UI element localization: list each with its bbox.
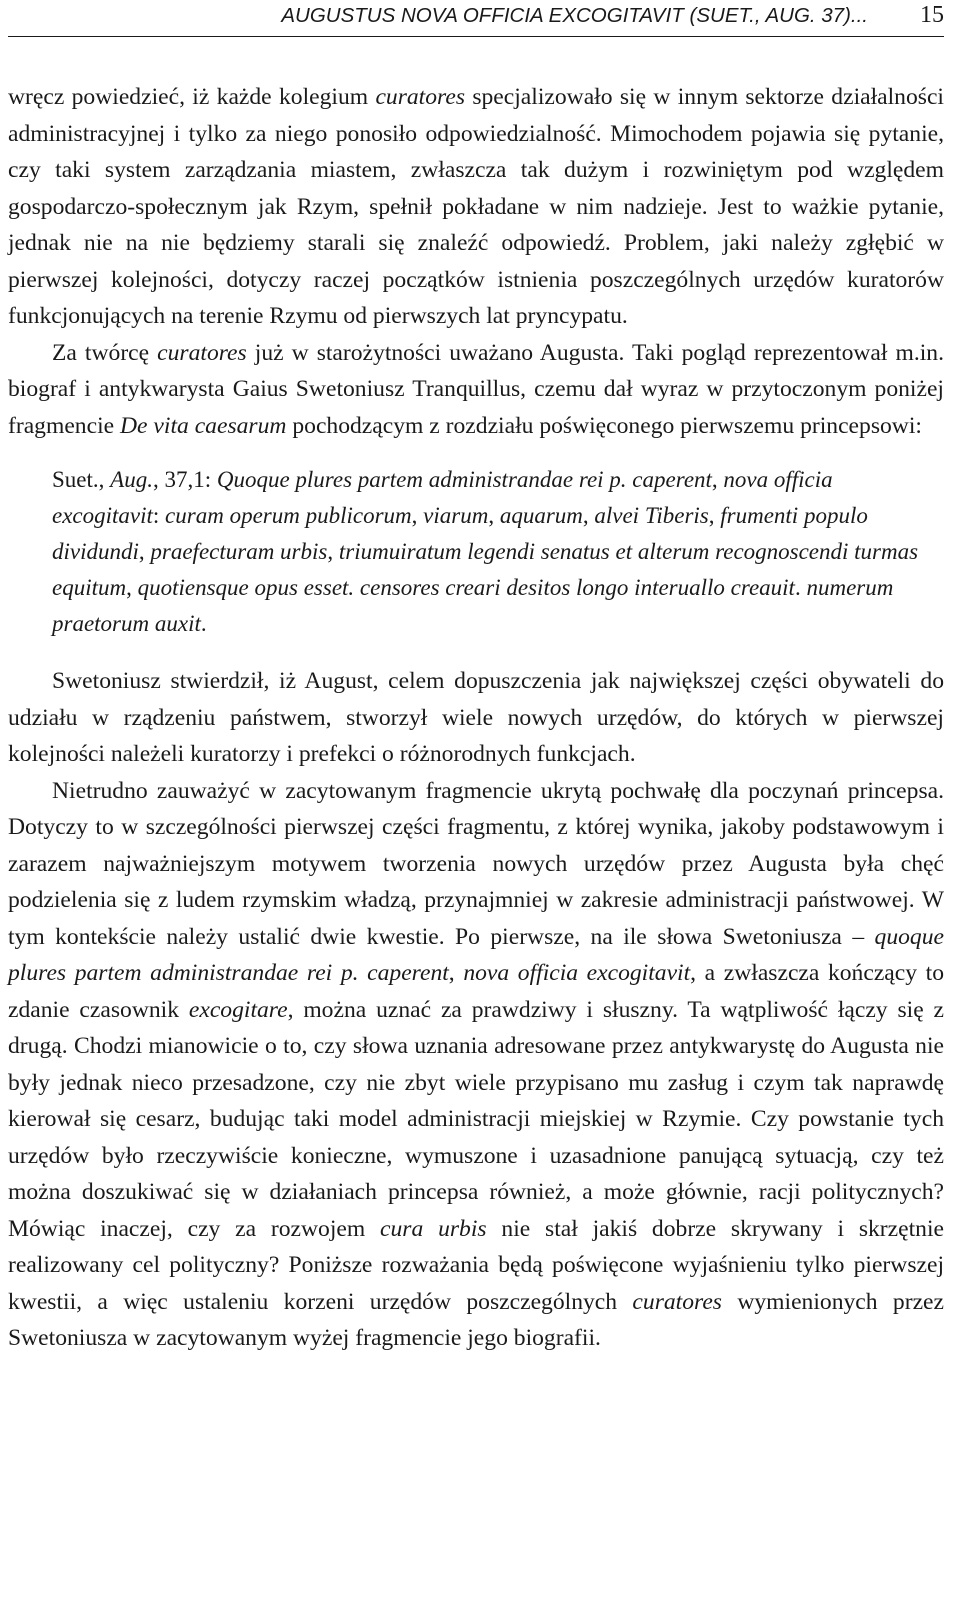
book-page [8, 0, 944, 1600]
latin-quote-text: aquarum [499, 503, 583, 528]
latin-quote-text: triumuiratum legendi senatus et alterum recognoscendi turmas equitum [52, 539, 919, 600]
text-run: Nietrudno zauważyć w zacytowanym fragmencie ukrytą pochwałę dla poczynań princepsa. Dotyczy to w szczególności pierwszej części fragmentu, z której wynika, jakoby podstawowym i zarazem najważniejszym motywem tworzenia nowych urzędów przez Augusta była chęć podzielenia się z ludem rzymskim władzą, przynajmniej w zakresie administracji państwowej. W tym kontekście należy ustalić dwie kwestie. Po pierwsze, na ile słowa Swetoniusza – [8, 777, 944, 950]
latin-quote-text: nova officia excogitavit [463, 960, 691, 986]
text-run: , można uznać za prawdziwy i słuszny. Ta wątpliwość łączy się z drugą. Chodzi mianowicie o to, czy słowa uznania adresowane przez antykwarystę do Augusta nie były jednak nieco przesadzone, czy nie zbyt wiele przypisano mu zasług i czym tak naprawdę kierował się cesarz, budując taki model administracji miejskiej w Rzymie. Czy powstanie tych urzędów było rzeczywiście konieczne, wymuszone i uzasadnione panującą sytuacją, czy też można doszukiwać się w działaniach princepsa również, a może głównie, racji politycznych? Mówiąc inaczej, czy za rozwojem [8, 996, 945, 1242]
paragraph-2 [8, 335, 944, 445]
citation-author: Suet., [52, 467, 111, 492]
text-run: pochodzącym z rozdziału poświęconego pierwszemu princepsowi: [286, 412, 922, 439]
punctuation: , [448, 960, 464, 986]
citation-work: Aug. [110, 467, 153, 492]
punctuation: . [200, 611, 207, 636]
text-run: , a zwłaszcza kończący to zdanie czasownik [8, 960, 944, 1023]
punctuation: , [138, 539, 151, 564]
latin-term: curatores [632, 1288, 722, 1315]
punctuation: , [711, 467, 724, 492]
running-head-title: AUGUSTUS NOVA OFFICIA EXCOGITAVIT (SUET., AUG. 37)... [281, 4, 868, 27]
latin-term: curatores [157, 339, 247, 366]
latin-quote-text: frumenti populo dividundi [52, 503, 868, 564]
punctuation: , [582, 503, 595, 528]
punctuation: . [794, 575, 807, 600]
punctuation: , [488, 503, 500, 528]
latin-quote-text: nova officia excogitavit [52, 467, 833, 528]
latin-term: excogitare [188, 996, 288, 1023]
citation-locus: , 37,1: [152, 467, 217, 492]
punctuation: , [708, 503, 721, 528]
work-title: De vita caesarum [120, 412, 287, 439]
paragraph-4 [8, 773, 944, 1357]
body-text [8, 79, 944, 1357]
paragraph-1 [8, 79, 944, 335]
latin-quote-text: quotiensque opus esset. censores creari desitos longo interuallo creauit [137, 575, 795, 600]
latin-quote-text: alvei Tiberis [594, 503, 709, 528]
punctuation: , [126, 575, 138, 600]
text-run: wymienionych przez Swetoniusza w zacytowanym wyżej fragmencie jego biografii. [8, 1288, 945, 1351]
paragraph-3 [8, 663, 944, 773]
punctuation: , [411, 503, 424, 528]
running-head [8, 2, 944, 37]
latin-quote-text: viarum [423, 503, 489, 528]
latin-quote-text: curam operum publicorum [165, 503, 412, 528]
latin-term: cura urbis [380, 1215, 487, 1242]
punctuation: : [152, 503, 166, 528]
page-number: 15 [920, 2, 944, 28]
latin-quote-text: praefecturam urbis [150, 539, 328, 564]
latin-quote-text: numerum praetorum auxit [52, 575, 894, 636]
text-run: specjalizowało się w innym sektorze działalności administracyjnej i tylko za niego ponosiło odpowiedzialność. Mimochodem pojawia się pytanie, czy taki system zarządzania miastem, zwłaszcza tak dużym i rozwiniętym pod względem gospodarczo-społecznym jak Rzym, spełnił pokładane w nim nadzieje. Jest to ważkie pytanie, jednak nie na nie będziemy starali się znaleźć odpowiedź. Problem, jaki należy zgłębić w pierwszej kolejności, dotyczy raczej początków istnienia poszczególnych urzędów kuratorów funkcjonujących na terenie Rzymu od pierwszych lat pryncypatu. [8, 84, 944, 329]
text-run: już w starożytności uważano Augusta. Taki pogląd reprezentował m.in. biograf i antykwarysta Gaius Swetoniusz Tranquillus, czemu dał wyraz w przytoczonym poniżej fragmencie [8, 339, 944, 439]
latin-quote-text: quoque plures partem administrandae rei p. caperent [8, 923, 944, 986]
text-run: Swetoniusz stwierdził, iż August, celem dopuszczenia jak największej części obywateli do udziału w rządzeniu państwem, stworzył wiele nowych urzędów, do których w pierwszej kolejności należeli kuratorzy i prefekci o różnorodnych funkcjach. [8, 668, 944, 767]
text-run: wręcz powiedzieć, iż każde kolegium [8, 84, 376, 110]
text-run: Za twórcę [52, 339, 158, 366]
block-quote [52, 462, 944, 642]
latin-term: curatores [375, 84, 465, 110]
latin-quote-text: Quoque plures partem administrandae rei p. caperent [216, 467, 712, 492]
text-run: nie stał jakiś dobrze skrywany i skrzętnie realizowany cel polityczny? Poniższe rozważania będą poświęcone wyjaśnieniu tylko pierwszej kwestii, a więc ustaleniu korzeni urzędów poszczególnych [8, 1215, 944, 1315]
punctuation: , [327, 539, 339, 564]
